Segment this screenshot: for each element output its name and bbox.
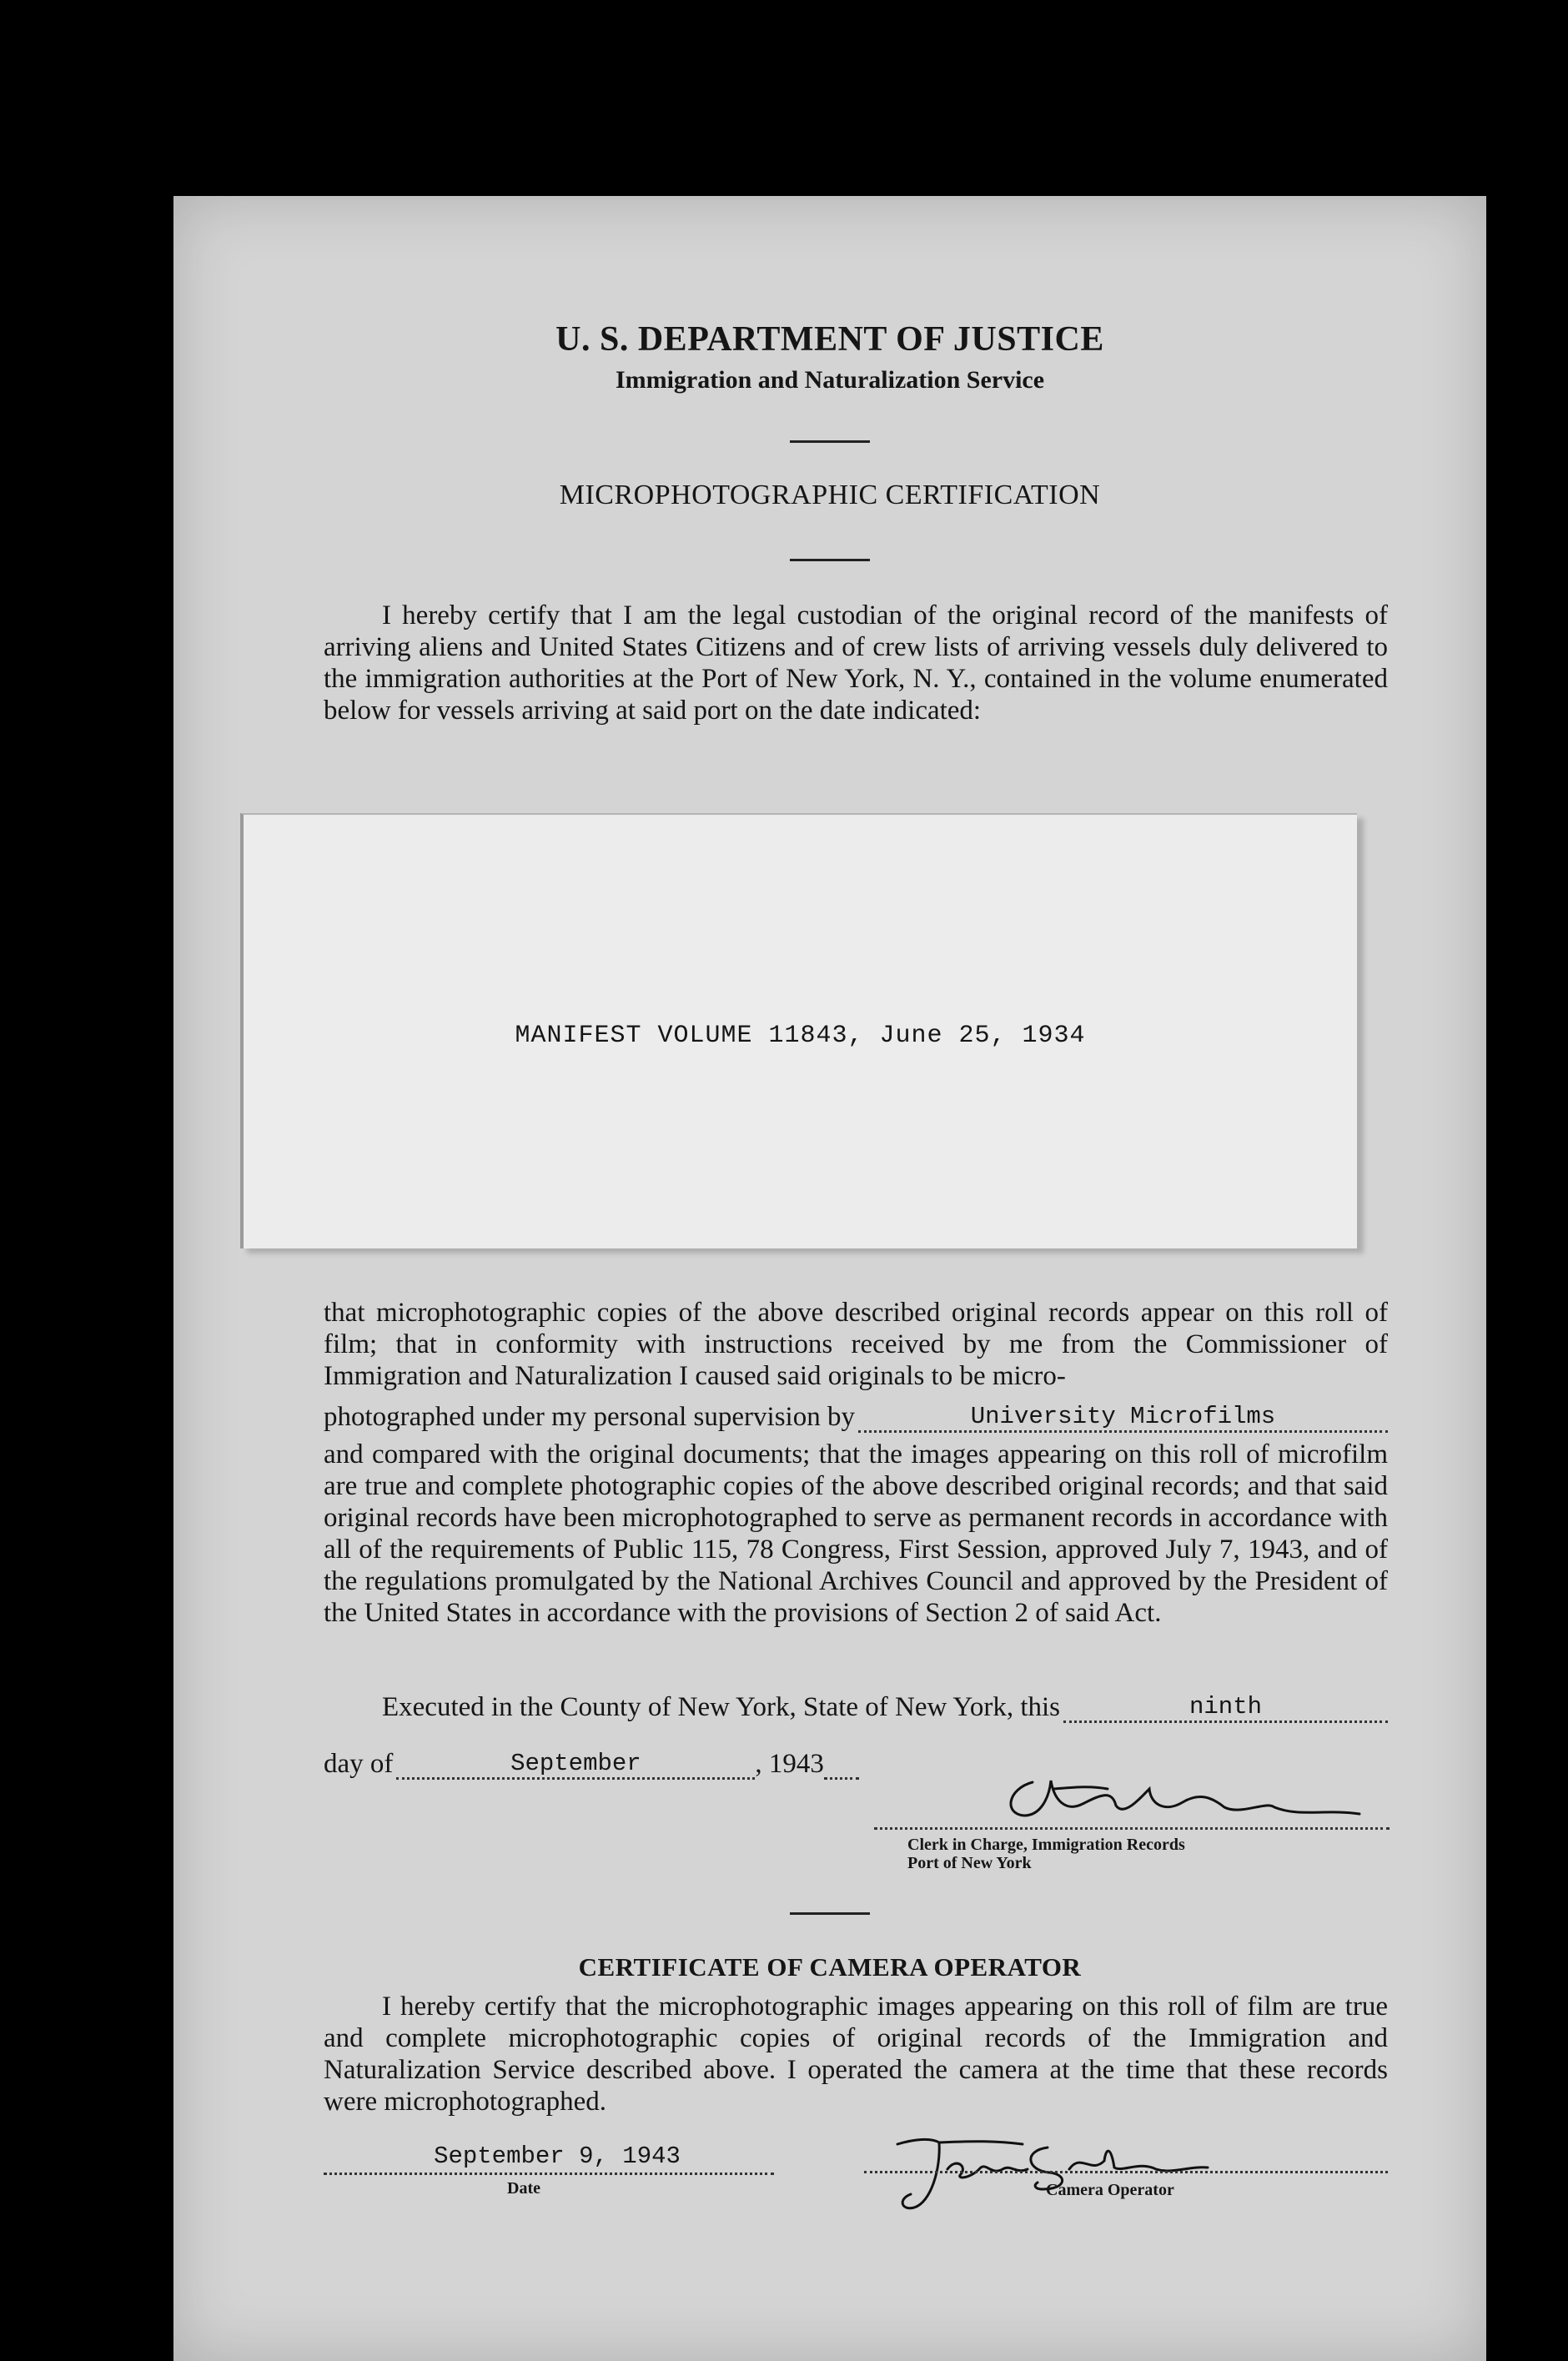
divider: [790, 440, 870, 443]
operator-signature-line: [864, 2171, 1388, 2173]
filmer-field: University Microfilms: [858, 1404, 1388, 1433]
date-field: September 9, 1943: [324, 2142, 774, 2175]
supervision-line: [324, 1402, 1388, 1433]
executed-label: Executed in the County of New York, State of New York, this: [382, 1692, 1061, 1722]
date-caption: Date: [507, 2179, 540, 2198]
year-label: , 1943: [755, 1749, 824, 1779]
operator-caption: Camera Operator: [1046, 2181, 1174, 2199]
day-of-line: [324, 1749, 859, 1780]
supervision-label: photographed under my personal supervision by: [324, 1402, 855, 1432]
clerk-signature-line: [874, 1826, 1390, 1830]
manifest-volume: MANIFEST VOLUME 11843, June 25, 1934: [515, 1022, 1086, 1050]
clerk-signature: [974, 1764, 1391, 1834]
manifest-slip: [240, 813, 1357, 1248]
copies-paragraph-end: and compared with the original documents; that the images appearing on this roll of microfilm are true and complete photographic copies of the above described original records; and that said original records have been microphotographed to serve as permanent records in accordance with all of the requirements of Public 115, 78 Congress, First Session, approved July 7, 1943, and of the regulations promulgated by the National Archives Council and approved by the President of the United States in accordance with the provisions of Section 2 of said Act.: [324, 1439, 1388, 1628]
day-of-label: day of: [324, 1749, 394, 1779]
certification-title: MICROPHOTOGRAPHIC CERTIFICATION: [559, 480, 1101, 510]
department-heading: U. S. DEPARTMENT OF JUSTICE: [555, 320, 1104, 359]
service-subheading: Immigration and Naturalization Service: [615, 366, 1045, 394]
camera-paragraph: I hereby certify that the microphotographic images appearing on this roll of film are true and complete microphotographic copies of original records of the Immigration and Naturalization Service described above. I operated the camera at the time that these records were microphotographed.: [324, 1992, 1388, 2117]
executed-line: [382, 1692, 1388, 1723]
month-field: September: [396, 1751, 755, 1780]
clerk-caption: Clerk in Charge, Immigration Records Port of New York: [907, 1836, 1185, 1872]
divider: [790, 559, 870, 561]
certificate-page: [173, 196, 1486, 2361]
day-field: ninth: [1063, 1694, 1388, 1723]
custodian-paragraph: I hereby certify that I am the legal custodian of the original record of the manifests of arriving aliens and United States Citizens and of crew lists of arriving vessels duly delivered to the immigration authorities at the Port of New York, N. Y., contained in the volume enumerated below for vessels arriving at said port on the date indicated:: [324, 600, 1388, 726]
copies-paragraph-start: that microphotographic copies of the above described original records appear on this roll of film; that in conformity with instructions received by me from the Commissioner of Immigration and Naturalization I caused said originals to be micro-: [324, 1298, 1388, 1391]
operator-signature: [864, 2127, 1239, 2228]
date-block: [324, 2142, 774, 2198]
divider: [790, 1912, 870, 1915]
camera-certificate-title: CERTIFICATE OF CAMERA OPERATOR: [578, 1952, 1082, 1982]
